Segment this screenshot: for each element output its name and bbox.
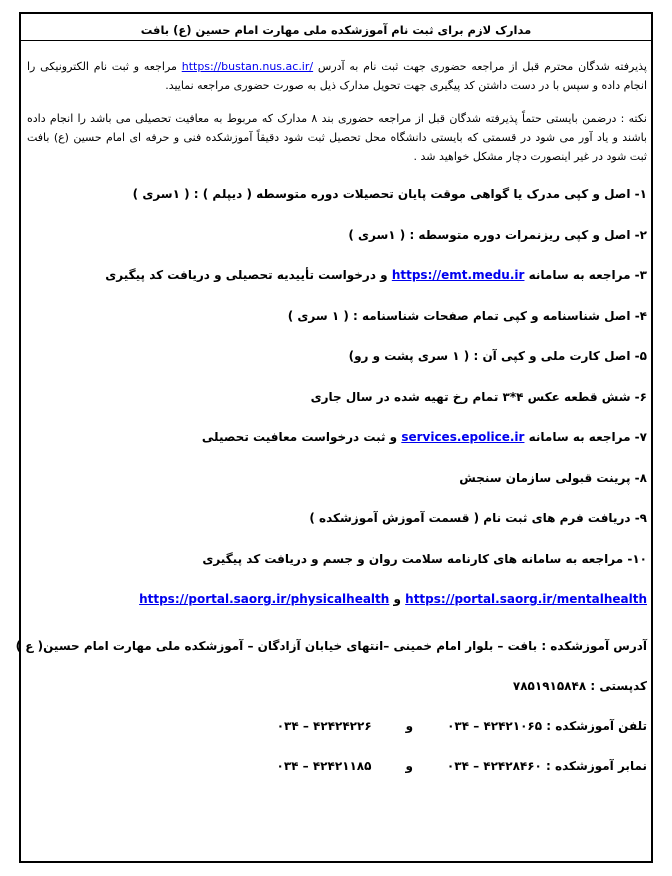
portal-and: و: [389, 592, 406, 606]
list-item-7-before: ۷- مراجعه به سامانه: [524, 430, 647, 444]
fax-number-2: ۴۲۴۲۱۱۸۵ – ۰۳۴: [276, 758, 372, 773]
title-divider: [21, 40, 651, 41]
list-item-8: ۸- پرینت قبولی سازمان سنجش: [459, 470, 647, 485]
list-item-3: [27, 255, 647, 296]
physicalhealth-link[interactable]: https://portal.saorg.ir/physicalhealth: [139, 592, 390, 606]
document-page: [15, 12, 653, 863]
list-item-9: ۹- دریافت فرم های ثبت نام ( قسمت آموزش آموزشکده ): [309, 511, 647, 525]
bustan-link[interactable]: https://bustan.nus.ac.ir/: [181, 60, 314, 73]
fax-label: نمابر آموزشکده :: [546, 758, 647, 773]
intro-text-before: پذیرفته شدگان محترم قبل از مراجعه حضوری جهت ثبت نام به آدرس: [313, 60, 647, 73]
fax-number-1: ۴۲۴۲۸۴۶۰ – ۰۳۴: [446, 758, 542, 773]
address-line: آدرس آموزشکده : بافت – بلوار امام خمینی –انتهای خیابان آزادگان – آموزشکده ملی مهارت امام حسین( ع ): [15, 638, 647, 653]
list-item-3-before: ۳- مراجعه به سامانه: [524, 268, 647, 282]
list-item-2: ۲- اصل و کپی ریزنمرات دوره متوسطه : ( ۱سری ): [348, 227, 647, 242]
list-item-4: ۴- اصل شناسنامه و کپی تمام صفحات شناسنامه : ( ۱ سری ): [287, 308, 647, 323]
phone-and: و: [405, 718, 414, 733]
document-title: مدارک لازم برای ثبت نام آموزشکده ملی مهارت امام حسین (ع) بافت: [140, 23, 532, 37]
phone-label: تلفن آموزشکده :: [546, 718, 647, 733]
intro-text-after: مراجعه و ثبت نام الکترونیکی را انجام داده و سپس با در دست داشتن کد پیگیری جهت تحویل مدارک ذیل به صورت حضوری مراجعه نمایید.: [27, 60, 647, 92]
list-item-10: ۱۰- مراجعه به سامانه های کارنامه سلامت روان و جسم و دریافت کد پیگیری: [202, 551, 647, 566]
postal-value: ۷۸۵۱۹۱۵۸۴۸: [512, 678, 587, 693]
fax-line: [27, 746, 647, 786]
requirements-list: [21, 174, 651, 620]
phone-line: [27, 706, 647, 746]
postal-label: کدپستی :: [590, 678, 647, 693]
intro-paragraph: [21, 57, 651, 95]
mentalhealth-link[interactable]: https://portal.saorg.ir/mentalhealth: [405, 592, 647, 606]
note-paragraph: نکته : درضمن بایستی حتماً پذیرفته شدگان قبل از مراجعه حضوری بند ۸ مدارک که مربوط به معافیت تحصیلی می باشد را انجام داده باشند و یاد آور می شود در قسمتی که بایستی دانشگاه محل تحصیل ثبت شود دقیقاً آموزشکده فنی و حرفه ای امام حسین (ع) بافت ثبت شود در غیر اینصورت دچار مشکل خواهید شد .: [27, 112, 647, 163]
list-item-5: ۵- اصل کارت ملی و کپی آن : ( ۱ سری پشت و رو): [348, 349, 647, 363]
list-item-3-after: و درخواست تأییدیه تحصیلی و دریافت کد پیگیری: [105, 268, 392, 282]
phone-number-1: ۴۲۴۲۱۰۶۵ – ۰۳۴: [447, 718, 543, 733]
list-item-7: [27, 417, 647, 458]
phone-number-2: ۴۲۴۲۴۲۲۶ – ۰۳۴: [276, 718, 372, 733]
list-item-6: ۶- شش قطعه عکس ۴*۳ تمام رخ تهیه شده در سال جاری: [310, 389, 647, 404]
postal-code-line: [27, 666, 647, 706]
list-item-7-after: و ثبت درخواست معافیت تحصیلی: [201, 430, 402, 444]
epolice-link[interactable]: services.epolice.ir: [401, 430, 525, 444]
list-item-1: ۱- اصل و کپی مدرک یا گواهی موقت پایان تحصیلات دوره متوسطه ( دیپلم ) : ( ۱سری ): [132, 187, 647, 201]
emt-link[interactable]: https://emt.medu.ir: [391, 268, 525, 282]
fax-and: و: [405, 758, 413, 773]
contact-info: [15, 626, 651, 786]
portal-links-line: [27, 579, 647, 620]
